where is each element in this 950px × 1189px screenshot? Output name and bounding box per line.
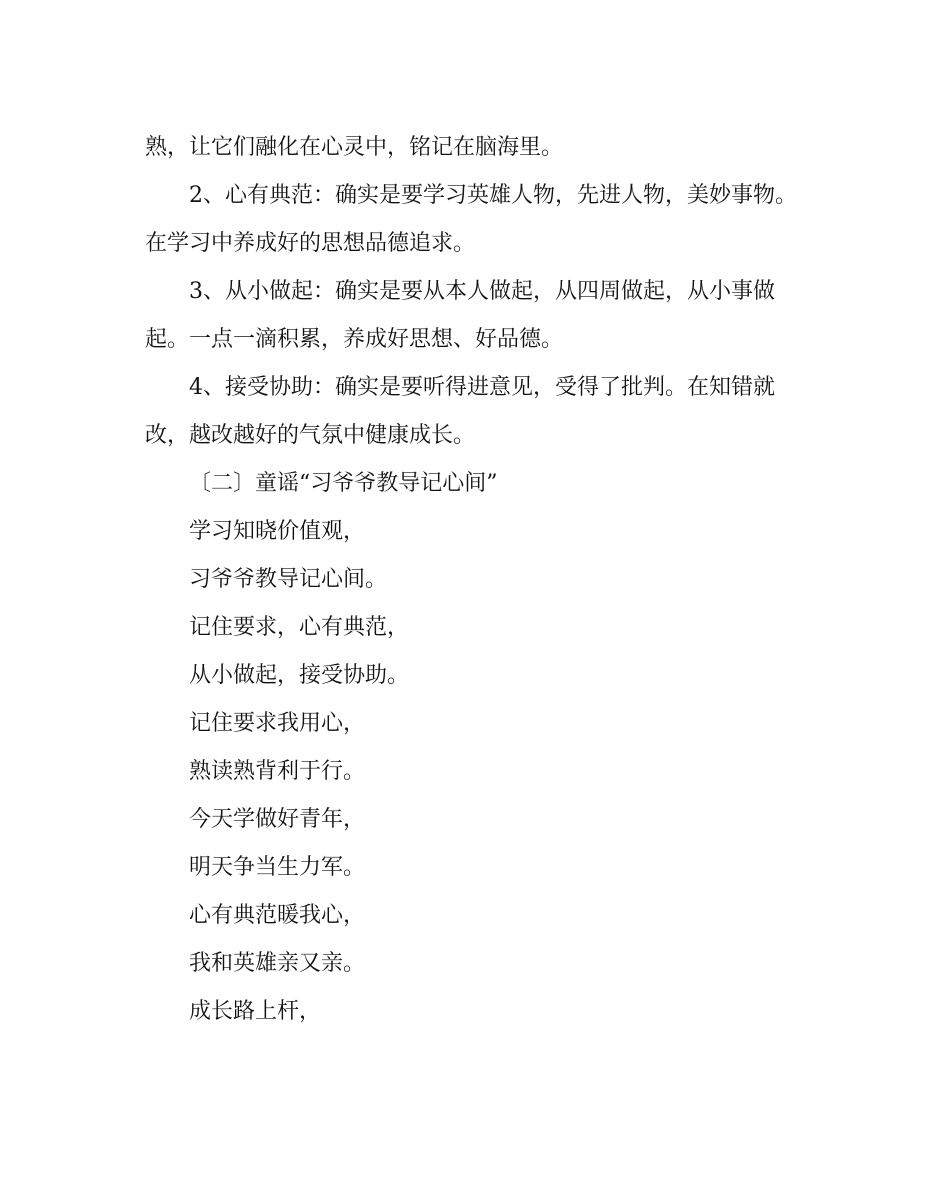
- poem-line: 记住要求我用心，: [189, 711, 366, 736]
- poem-line: 成长路上杆，: [189, 999, 322, 1024]
- text-line: 3、从小做起：确实是要从本人做起，从四周做起，从小事做: [189, 279, 775, 304]
- section-heading: 〔二〕童谣“习爷爷教导记心间”: [189, 471, 498, 496]
- text-line: 改，越改越好的气氛中健康成长。: [145, 423, 476, 448]
- poem-line: 今天学做好青年，: [189, 807, 366, 832]
- document-body: [145, 124, 805, 1036]
- text-line: 4、接受协助：确实是要听得进意见，受得了批判。在知错就: [189, 375, 775, 400]
- poem-line: 习爷爷教导记心间。: [189, 567, 388, 592]
- poem-line: 明天争当生力军。: [189, 855, 366, 880]
- poem-line: 学习知晓价值观，: [189, 519, 366, 544]
- text-line: 起。一点一滴积累，养成好思想、好品德。: [145, 327, 564, 352]
- poem-line: 从小做起，接受协助。: [189, 663, 410, 688]
- poem-line: 我和英雄亲又亲。: [189, 951, 366, 976]
- text-line: 熟，让它们融化在心灵中，铭记在脑海里。: [145, 135, 564, 160]
- text-line: 2、心有典范：确实是要学习英雄人物，先进人物，美妙事物。: [189, 183, 797, 208]
- poem-line: 记住要求，心有典范，: [189, 615, 410, 640]
- text-line: 在学习中养成好的思想品德追求。: [145, 231, 476, 256]
- poem-line: 心有典范暖我心，: [189, 903, 366, 928]
- poem-line: 熟读熟背利于行。: [189, 759, 366, 784]
